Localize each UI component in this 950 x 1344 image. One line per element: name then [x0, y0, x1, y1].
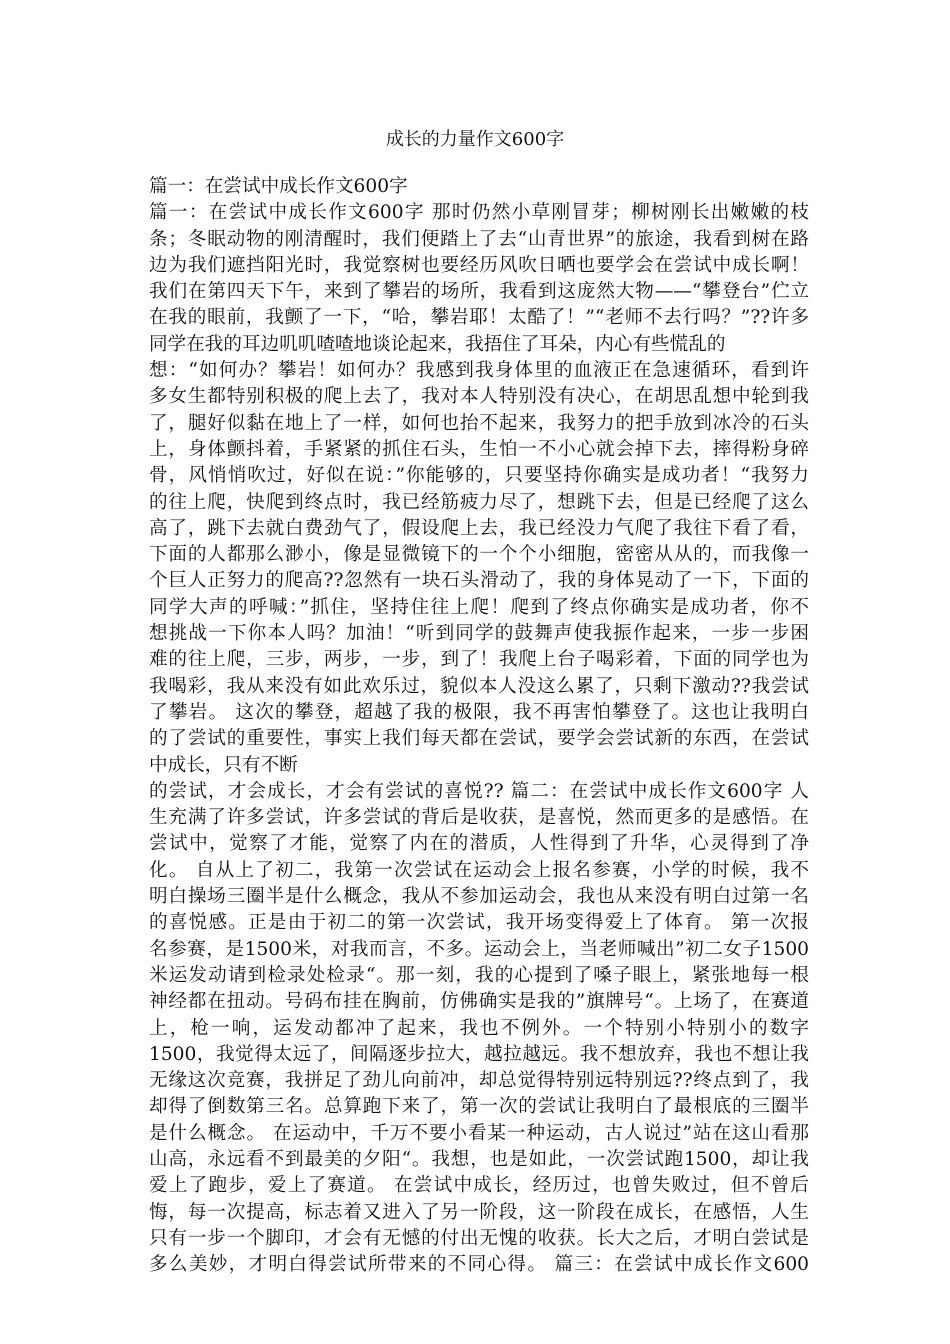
document-title: 成长的力量作文600字 [385, 129, 565, 150]
document-body [149, 174, 809, 1278]
body-line: 下面的人都那么渺小，像是显微镜下的一个个小细胞，密密从从的，而我像一 [149, 544, 809, 566]
body-line: 篇一：在尝试中成长作文600字 那时仍然小草刚冒芽；柳树刚长出嫩嫩的枝 [149, 202, 809, 224]
body-line: 上，身体颤抖着，手紧紧的抓住石头，生怕一不小心就会掉下去，摔得粉身碎 [149, 438, 809, 460]
body-line: 同学大声的呼喊：”抓住，坚持住往上爬！爬到了终点你确实是成功者，你不 [149, 596, 809, 618]
body-line: 的往上爬，快爬到终点时，我已经筋疲力尽了，想跳下去，但是已经爬了这么 [149, 491, 809, 513]
body-line: 想：“如何办？攀岩！如何办？我感到我身体里的血液正在急速循环，看到许 [149, 360, 809, 382]
body-line: 条；冬眠动物的刚清醒时，我们便踏上了去“山青世界”的旅途，我看到树在路 [149, 228, 809, 250]
body-line: 了，腿好似黏在地上了一样，如何也抬不起来，我努力的把手放到冰冷的石头 [149, 412, 809, 434]
body-line: 个巨人正努力的爬高??忽然有一块石头滑动了，我的身体晃动了一下，下面的 [149, 570, 809, 592]
body-line: 只有一步一个脚印，才会有无憾的付出无愧的收获。长大之后，才明白尝试是 [149, 1227, 809, 1249]
body-line: 化。 自从上了初二，我第一次尝试在运动会上报名参赛，小学的时候，我不 [149, 859, 809, 881]
body-line: 上，枪一响，运发动都冲了起来，我也不例外。一个特别小特别小的数字 [149, 1017, 809, 1039]
body-line: 悔，每一次提高，标志着又进入了另一阶段，这一阶段在成长，在感悟，人生 [149, 1201, 809, 1223]
body-line: 生充满了许多尝试，许多尝试的背后是收获，是喜悦，然而更多的是感悟。在 [149, 807, 809, 829]
body-line: 难的往上爬，三步，两步，一步，到了！我爬上台子喝彩着，下面的同学也为 [149, 649, 809, 671]
body-line: 神经都在扭动。号码布挂在胸前，仿佛确实是我的”旗牌号“。上场了，在赛道 [149, 991, 809, 1013]
body-line: 了攀岩。 这次的攀登，超越了我的极限，我不再害怕攀登了。这也让我明白 [149, 701, 809, 723]
body-line: 是什么概念。 在运动中，千万不要小看某一种运动，古人说过”站在这山看那 [149, 1122, 809, 1144]
body-line: 1500，我觉得太远了，间隔逐步拉大，越拉越远。我不想放弃，我也不想让我 [149, 1043, 809, 1065]
body-line: 同学在我的耳边叽叽喳喳地谈论起来，我捂住了耳朵，内心有些慌乱的 [149, 333, 726, 355]
body-line: 的喜悦感。正是由于初二的第一次尝试，我开场变得爱上了体育。 第一次报 [149, 912, 809, 934]
body-line: 篇一：在尝试中成长作文600字 [149, 176, 408, 197]
body-line: 爱上了跑步，爱上了赛道。 在尝试中成长，经历过，也曾失败过，但不曾后 [149, 1175, 809, 1197]
body-line: 名参赛，是1500米，对我而言，不多。运动会上，当老师喊出”初二女子1500 [149, 938, 809, 960]
body-line: 尝试中，觉察了才能，觉察了内在的潜质，人性得到了升华，心灵得到了净 [149, 833, 809, 855]
body-line: 高了，跳下去就白费劲气了，假设爬上去，我已经没力气爬了我往下看了看， [149, 517, 809, 539]
body-line: 米运发动请到检录处检录“。那一刻，我的心提到了嗓子眼上，紧张地每一根 [149, 964, 809, 986]
body-line: 的了尝试的重要性，事实上我们每天都在尝试，要学会尝试新的东西，在尝试 [149, 728, 809, 750]
body-line: 边为我们遮挡阳光时，我觉察树也要经历风吹日晒也要学会在尝试中成长啊！ [149, 254, 809, 276]
body-line: 我喝彩，我从来没有如此欢乐过，貌似本人没这么累了，只剩下激动??我尝试 [149, 675, 809, 697]
body-line: 想挑战一下你本人吗？加油！“听到同学的鼓舞声使我振作起来，一步一步困 [149, 623, 809, 645]
body-line: 骨，风悄悄吹过，好似在说：”你能够的，只要坚持你确实是成功者！“我努力 [149, 465, 809, 487]
body-line: 无缘这次竞赛，我拼足了劲儿向前冲，却总觉得特别远特别远??终点到了，我 [149, 1070, 809, 1092]
body-line: 在我的眼前，我颤了一下，“哈，攀岩耶！太酷了！”“老师不去行吗？”??许多 [149, 307, 809, 329]
body-line: 却得了倒数第三名。总算跑下来了，第一次的尝试让我明白了最根底的三圈半 [149, 1096, 809, 1118]
body-line: 多女生都特别积极的爬上去了，我对本人特别没有决心，在胡思乱想中轮到我 [149, 386, 809, 408]
body-line: 我们在第四天下午，来到了攀岩的场所，我看到这庞然大物——“攀登台”伫立 [149, 281, 809, 303]
body-line: 的尝试，才会成长，才会有尝试的喜悦?? 篇二：在尝试中成长作文600字 人 [149, 780, 809, 802]
body-line: 明白操场三圈半是什么概念，我从不参加运动会，我也从来没有明白过第一名 [149, 886, 809, 908]
body-line: 中成长，只有不断 [149, 754, 298, 776]
body-line: 多么美妙，才明白得尝试所带来的不同心得。 篇三：在尝试中成长作文600 [149, 1254, 809, 1276]
body-line: 山高，永远看不到最美的夕阳“。我想，也是如此，一次尝试跑1500，却让我 [149, 1148, 809, 1170]
